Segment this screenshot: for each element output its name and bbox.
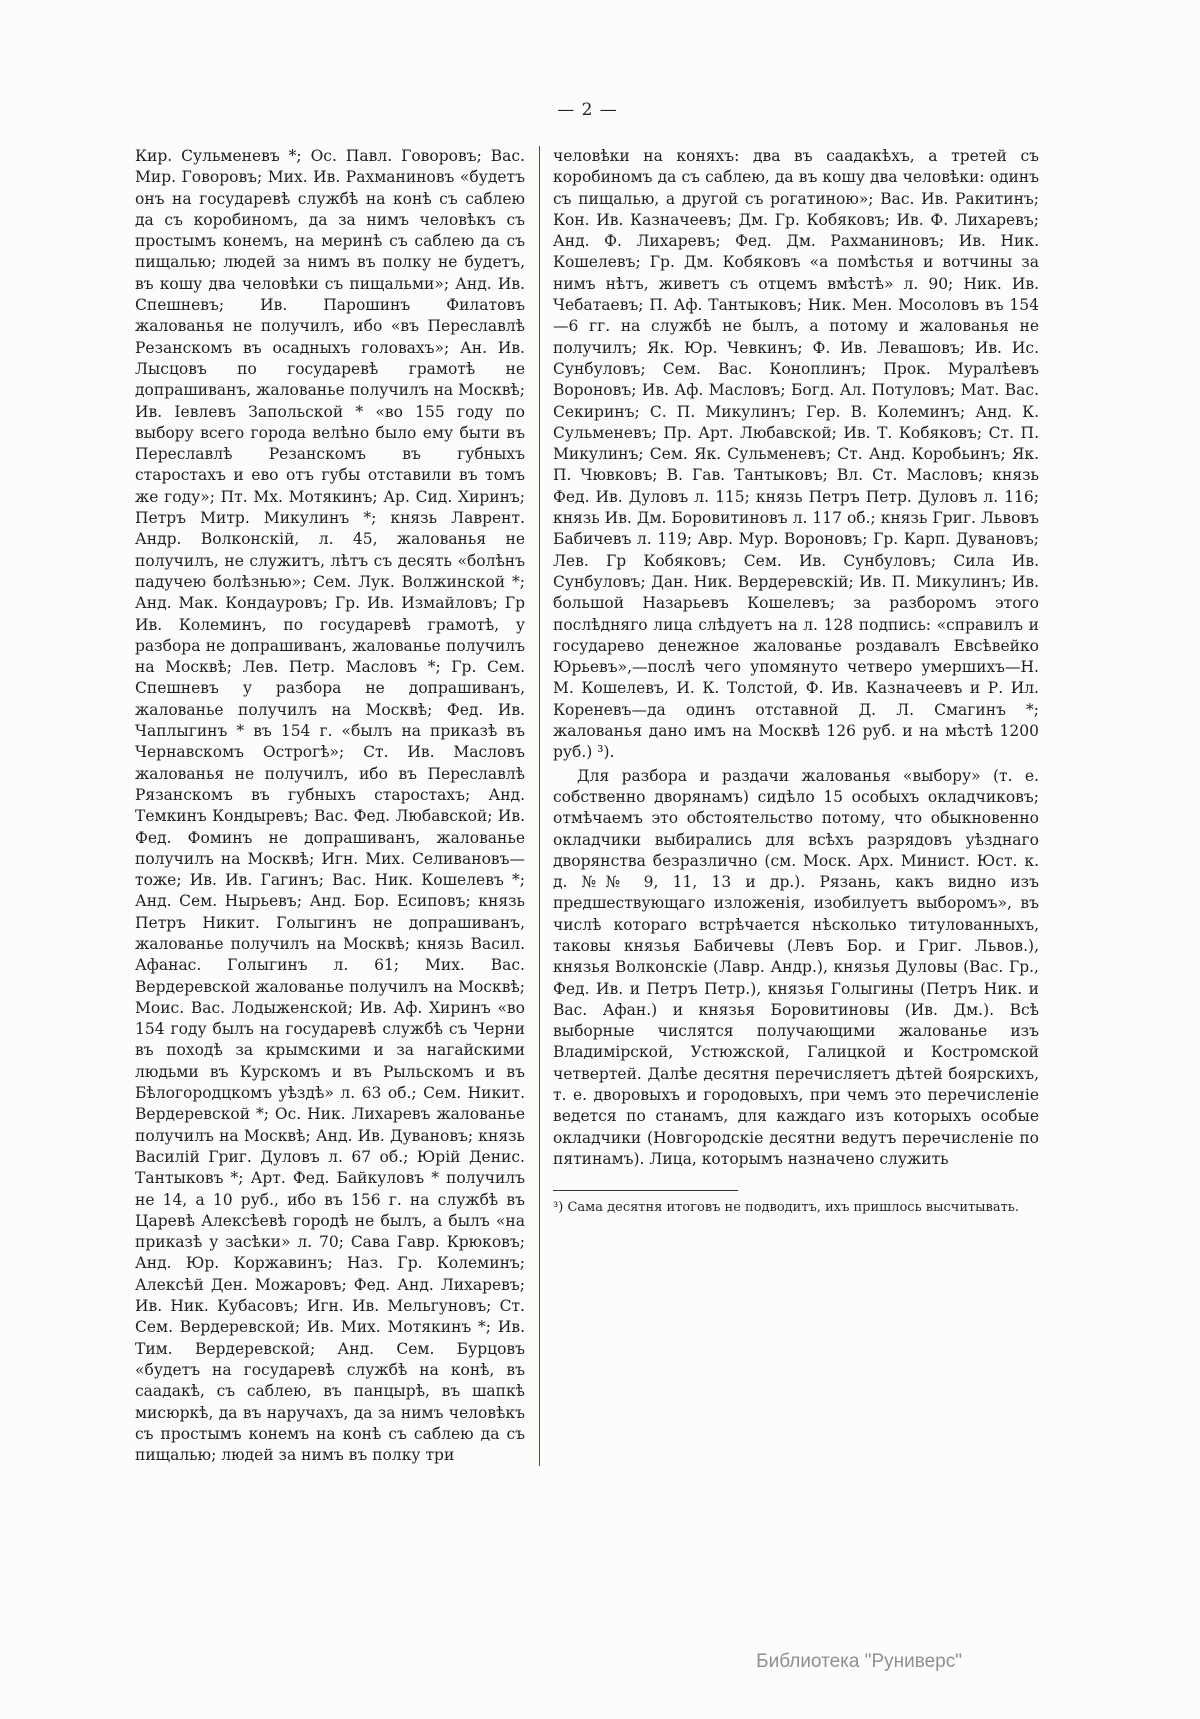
left-column-text: Кир. Сульменевъ *; Ос. Павл. Говоровъ; Вас. Мир. Говоровъ; Мих. Ив. Рахманиновъ «будетъ онъ на государевѣ службѣ на конѣ съ саблею да съ коробиномъ, да за нимъ человѣкъ съ простымъ конемъ, на меринѣ съ саблею да съ пищалью; людей за нимъ въ полку не будетъ, въ кошу два человѣки съ пищальми»; Анд. Ив. Спешневъ; Ив. Парошинъ Филатовъ жалованья не получилъ, ибо «въ Переславлѣ Резанскомъ въ осадныхъ головахъ»; Ан. Ив. Лысцовъ по государевѣ грамотѣ не допрашиванъ, жалованье получилъ на Москвѣ; Ив. Іевлевъ Запольской * «во 155 году по выбору всего города велѣно было ему быти въ Переславлѣ Резанскомъ въ губныхъ старостахъ и ево отъ губы отставили въ томъ же году»; Пт. Мх. Мотякинъ; Ар. Сид. Хиринъ; Петръ Митр. Микулинъ *; князь Лаврент. Андр. Волконскій, л. 45, жалованья не получилъ, не служитъ, лѣтъ съ десять «болѣнъ падучею болѣзнью»; Сем. Лук. Волжинской *; Анд. Мак. Кондауровъ; Гр. Ив. Измайловъ; Гр Ив. Колеминъ, по государевѣ грамотѣ, у разбора не допрашиванъ, жалованье получилъ на Москвѣ; Лев. Петр. Масловъ *; Гр. Сем. Спешневъ у разбора не допрашиванъ, жалованье получилъ на Москвѣ; Фед. Ив. Чаплыгинъ * въ 154 г. «былъ на приказѣ въ Чернавскомъ Острогѣ»; Ст. Ив. Масловъ жалованья не получилъ, ибо въ Переславлѣ Рязанскомъ въ губныхъ старостахъ; Анд. Темкинъ Кондыревъ; Вас. Фед. Любавской; Ив. Фед. Фоминъ не допрашиванъ, жалованье получилъ на Москвѣ; Игн. Мих. Селивановъ—тоже; Ив. Ив. Гагинъ; Вас. Ник. Кошелевъ *; Анд. Сем. Нырьевъ; Анд. Бор. Есиповъ; князь Петръ Никит. Голыгинъ не допрашиванъ, жалованье получилъ на Москвѣ; князь Васил. Афанас. Голыгинъ л. 61; Мих. Вас. Вердеревской жалованье получилъ на Москвѣ; Моис. Вас. Лодыженской; Ив. Аф. Хиринъ «во 154 году былъ на государевѣ службѣ съ Черни въ походѣ за крымскими и за нагайскими людьми въ Курскомъ и въ Рыльскомъ и въ Бѣлогородцкомъ уѣздѣ» л. 63 об.; Сем. Никит. Вердеревской *; Ос. Ник. Лихаревъ жалованье получилъ на Москвѣ; Анд. Ив. Дувановъ; князь Василій Григ. Дуловъ л. 67 об.; Юрій Денис. Тантыковъ *; Арт. Фед. Байкуловъ * получилъ не 14, а 10 руб., ибо въ 156 г. на службѣ въ Царевѣ Алексѣевѣ городѣ не былъ, а былъ «на приказѣ у засѣки» л. 70; Сава Гавр. Крюковъ; Анд. Юр. Коржавинъ; Наз. Гр. Колеминъ; Алексѣй Ден. Можаровъ; Фед. Анд. Лихаревъ; Ив. Ник. Кубасовъ; Игн. Ив. Мельгуновъ; Ст. Сем. Вердеревской; Ив. Мих. Мотякинъ *; Ив. Тим. Вердеревской; Анд. Сем. Бурцовъ «будетъ на государевѣ службѣ на конѣ, въ саадакѣ, съ саблею, въ панцырѣ, въ шапкѣ мисюркѣ, да въ наручахъ, да за нимъ человѣкъ съ простымъ конемъ на конѣ съ саблею да съ пищалью; людей за нимъ въ полку три xyxy=(135,147,525,1465)
footnote xyxy=(553,1199,1039,1217)
footnote-text: Сама десятня итоговъ не подводитъ, ихъ пришлось высчитывать. xyxy=(567,1200,1019,1216)
right-column xyxy=(553,146,1039,1466)
left-column xyxy=(135,146,525,1466)
right-column-paragraph-text: Для разбора и раздачи жалованья «выбору» (т. е. собственно дворянамъ) сидѣло 15 особыхъ окладчиковъ; отмѣчаемъ это обстоятельство потому, что обыкновенно окладчики выбирались для всѣхъ разрядовъ уѣзднаго дворянства безразлично (см. Моск. Арх. Минист. Юст. к. д. №№ 9, 11, 13 и др.). Рязань, какъ видно изъ предшествующаго изложенія, изобилуетъ выборомъ», въ числѣ котораго встрѣчается нѣсколько титулованныхъ, таковы князья Бабичевы (Левъ Бор. и Григ. Львов.), князья Волконскіе (Лавр. Андр.), князья Дуловы (Вас. Гр., Фед. Ив. и Петръ Петр.), князья Голыгины (Петръ Ник. и Вас. Афан.) и князья Боровитиновы (Ив. Дм.). Всѣ выборные числятся получающими жалованье изъ Владимірской, Устюжской, Галицкой и Костромской четвертей. Далѣе десятня перечисляетъ дѣтей боярскихъ, т. е. дворовыхъ и городовыхъ, при чемъ это перечисленіе ведется по станамъ, для каждаго изъ которыхъ особые окладчики (Новгородскіе десятни ведутъ перечисленіе по пятинамъ). Лица, которымъ назначено служить xyxy=(553,766,1039,1168)
text-columns xyxy=(135,146,1040,1466)
page-number: — 2 — xyxy=(557,100,618,120)
watermark: Библиотека "Руниверс" xyxy=(756,1651,962,1672)
footnote-rule xyxy=(553,1190,738,1191)
footnote-marker: ³) xyxy=(553,1200,564,1216)
column-divider xyxy=(539,146,540,1466)
right-column-continuation-text: человѣки на коняхъ: два въ саадакѣхъ, а третей съ коробиномъ да съ саблею, да въ кошу два человѣки: одинъ съ пищалью, а другой съ рогатиною»; Вас. Ив. Ракитинъ; Кон. Ив. Казначеевъ; Дм. Гр. Кобяковъ; Ив. Ф. Лихаревъ; Анд. Ф. Лихаревъ; Фед. Дм. Рахманиновъ; Ив. Ник. Кошелевъ; Гр. Дм. Кобяковъ «а помѣстья и вотчины за нимъ нѣтъ, живетъ съ отцемъ вмѣстѣ» л. 90; Ник. Ив. Чебатаевъ; П. Аф. Тантыковъ; Ник. Мен. Мосоловъ въ 154—6 гг. на службѣ не былъ, а потому и жалованья не получилъ; Як. Юр. Чевкинъ; Ф. Ив. Левашовъ; Ив. Ис. Сунбуловъ; Сем. Вас. Коноплинъ; Прок. Муралѣевъ Вороновъ; Ив. Аф. Масловъ; Богд. Ал. Потуловъ; Мат. Вас. Секиринъ; С. П. Микулинъ; Гер. В. Колеминъ; Анд. К. Сульменевъ; Пр. Арт. Любавской; Ив. Т. Кобяковъ; Ст. П. Микулинъ; Сем. Як. Сульменевъ; Ст. Анд. Коробьинъ; Як. П. Чювковъ; В. Гав. Тантыковъ; Вл. Ст. Масловъ; князь Фед. Ив. Дуловъ л. 115; князь Петръ Петр. Дуловъ л. 116; князь Ив. Дм. Боровитиновъ л. 117 об.; князь Григ. Львовъ Бабичевъ л. 119; Авр. Мур. Вороновъ; Гр. Карп. Дувановъ; Лев. Гр Кобяковъ; Сем. Ив. Сунбуловъ; Сила Ив. Сунбуловъ; Дан. Ник. Вердеревскій; Ив. П. Микулинъ; Ив. большой Назарьевъ Кошелевъ; за разборомъ этого послѣдняго лица слѣдуетъ на л. 128 подпись: «справилъ и государево денежное жалованье роздавалъ Евсѣвейко Юрьевъ»,—послѣ чего упомянуто четверо умершихъ—Н. М. Кошелевъ, И. К. Толстой, Ф. Ив. Казначеевъ и Р. Ил. Кореневъ—да одинъ отставной Д. Л. Смагинъ *; жалованья дано имъ на Москвѣ 126 руб. и на мѣстѣ 1200 руб.) ³). xyxy=(553,147,1039,762)
